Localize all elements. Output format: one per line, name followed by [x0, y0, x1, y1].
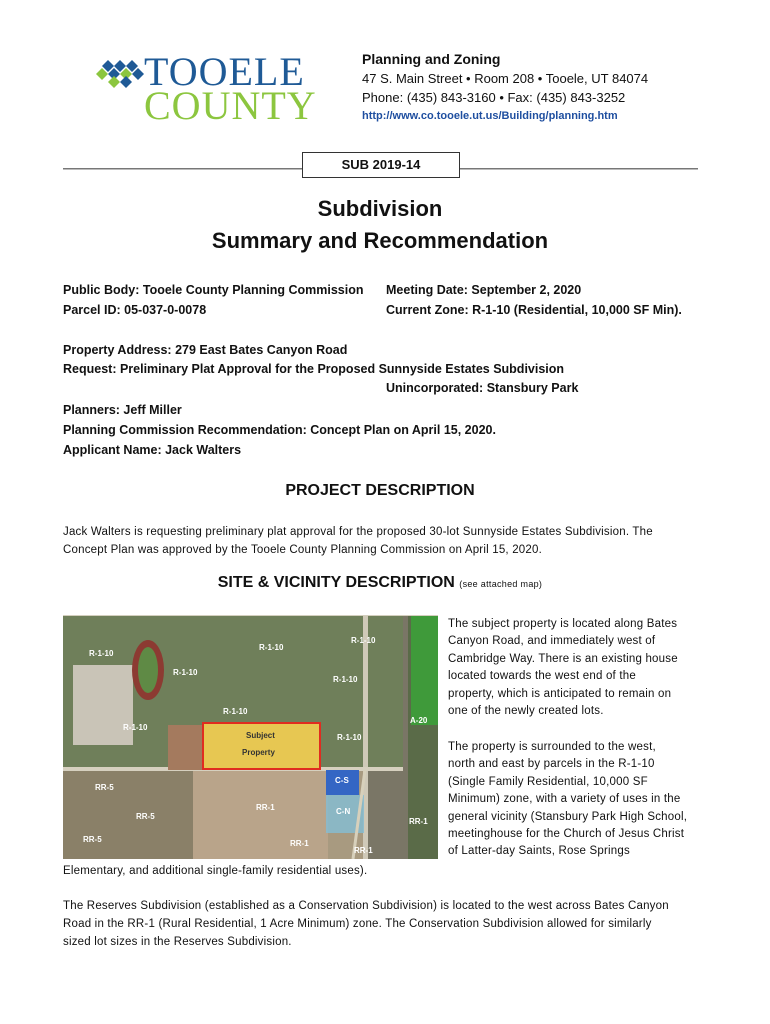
subject-label: Property	[242, 748, 275, 757]
text-line: Road in the RR-1 (Rural Residential, 1 Acre Minimum) zone. The Conservation Subdivision allowed for similarly	[63, 918, 652, 930]
parcel-id: Parcel ID: 05-037-0-0078	[63, 303, 207, 317]
zone-label: R-1-10	[223, 707, 248, 716]
unincorporated: Unincorporated: Stansbury Park	[386, 381, 579, 395]
text-line: meetinghouse for the Church of Jesus Christ	[448, 828, 685, 841]
zone-label: R-1-10	[89, 649, 114, 658]
project-description-line2: Concept Plan was approved by the Tooele County Planning Commission on April 15, 2020.	[63, 544, 542, 556]
zone-label: RR-1	[354, 846, 373, 855]
org-address: 47 S. Main Street • Room 208 • Tooele, UT 84074	[362, 71, 649, 86]
subject-label: Subject	[246, 731, 275, 740]
doc-subtitle: Summary and Recommendation	[211, 228, 549, 253]
site-paragraph-1	[448, 616, 748, 720]
site-vicinity-note: (see attached map)	[459, 579, 543, 589]
zone-label: C-S	[335, 776, 349, 785]
logo-word-tooele: TOOELE	[144, 49, 305, 94]
tooele-county-logo	[96, 49, 336, 128]
text-line: The subject property is located along Bates	[448, 618, 678, 630]
doc-title: Subdivision	[317, 196, 443, 221]
site-paragraph-2	[448, 739, 748, 861]
text-line: The property is surrounded to the west,	[448, 741, 656, 753]
public-body: Public Body: Tooele County Planning Commission	[63, 283, 364, 297]
text-line: of Latter-day Saints, Rose Springs	[448, 845, 630, 858]
logo-word-county: COUNTY	[144, 83, 317, 128]
planners: Planners: Jeff Miller	[63, 403, 182, 417]
zone-label: C-N	[336, 807, 351, 816]
text-line: (Single Family Residential, 10,000 SF	[448, 775, 648, 788]
text-line: property, which is anticipated to remain on	[448, 687, 672, 700]
project-description-line1: Jack Walters is requesting preliminary plat approval for the proposed 30-lot Sunnyside Estates Subdivision. The	[63, 526, 653, 538]
site-paragraph-3	[63, 897, 743, 951]
header-rule-left	[63, 168, 303, 169]
zone-label: RR-1	[290, 839, 309, 848]
text-line: north and east by parcels in the R-1-10	[448, 758, 655, 771]
text-line: Cambridge Way. There is an existing house	[448, 652, 678, 665]
zone-label: R-1-10	[351, 636, 376, 645]
property-address: Property Address: 279 East Bates Canyon Road	[63, 343, 348, 357]
text-line: Canyon Road, and immediately west of	[448, 635, 656, 648]
org-name: Planning and Zoning	[362, 51, 501, 67]
zone-label: RR-1	[409, 817, 428, 826]
zone-label: RR-5	[136, 812, 155, 821]
text-line: general vicinity (Stansbury Park High School,	[448, 810, 688, 823]
text-line: The Reserves Subdivision (established as a Conservation Subdivision) is located to the west across Bates Canyon	[63, 900, 669, 912]
applicant-name: Applicant Name: Jack Walters	[63, 443, 242, 457]
org-phone: Phone: (435) 843-3160 • Fax: (435) 843-3252	[362, 90, 626, 105]
zone-label: RR-5	[83, 835, 102, 844]
zone-label: RR-1	[256, 803, 275, 812]
zone-label: A-20	[410, 716, 428, 725]
zone-label: R-1-10	[123, 723, 148, 732]
text-line: located towards the west end of the	[448, 670, 636, 683]
vicinity-map	[63, 615, 438, 859]
case-number: SUB 2019-14	[302, 152, 460, 178]
current-zone: Current Zone: R-1-10 (Residential, 10,000 SF Min).	[386, 303, 682, 317]
zone-label: RR-5	[95, 783, 114, 792]
site-vicinity-heading	[0, 574, 760, 592]
header-rule-right	[458, 168, 698, 169]
zone-label: R-1-10	[333, 675, 358, 684]
pc-recommendation: Planning Commission Recommendation: Concept Plan on April 15, 2020.	[63, 423, 496, 437]
text-line: Minimum) zone, with a variety of uses in the	[448, 793, 681, 806]
contact-block	[362, 50, 648, 126]
project-description-heading: PROJECT DESCRIPTION	[285, 482, 475, 499]
zone-label: R-1-10	[259, 643, 284, 652]
text-line: sized lot sizes in the Reserves Subdivision.	[63, 936, 292, 948]
org-url-link[interactable]: http://www.co.tooele.ut.us/Building/planning.htm	[362, 110, 618, 122]
request: Request: Preliminary Plat Approval for the Proposed Sunnyside Estates Subdivision	[63, 362, 565, 376]
logo-diamond-icon	[96, 60, 144, 88]
site-vicinity-title: SITE & VICINITY DESCRIPTION	[217, 574, 455, 591]
text-line: one of the newly created lots.	[448, 705, 604, 718]
site-paragraph-2-end: Elementary, and additional single-family residential uses).	[63, 865, 368, 877]
zone-label: R-1-10	[337, 733, 362, 742]
meeting-date: Meeting Date: September 2, 2020	[386, 283, 582, 297]
zone-label: R-1-10	[173, 668, 198, 677]
